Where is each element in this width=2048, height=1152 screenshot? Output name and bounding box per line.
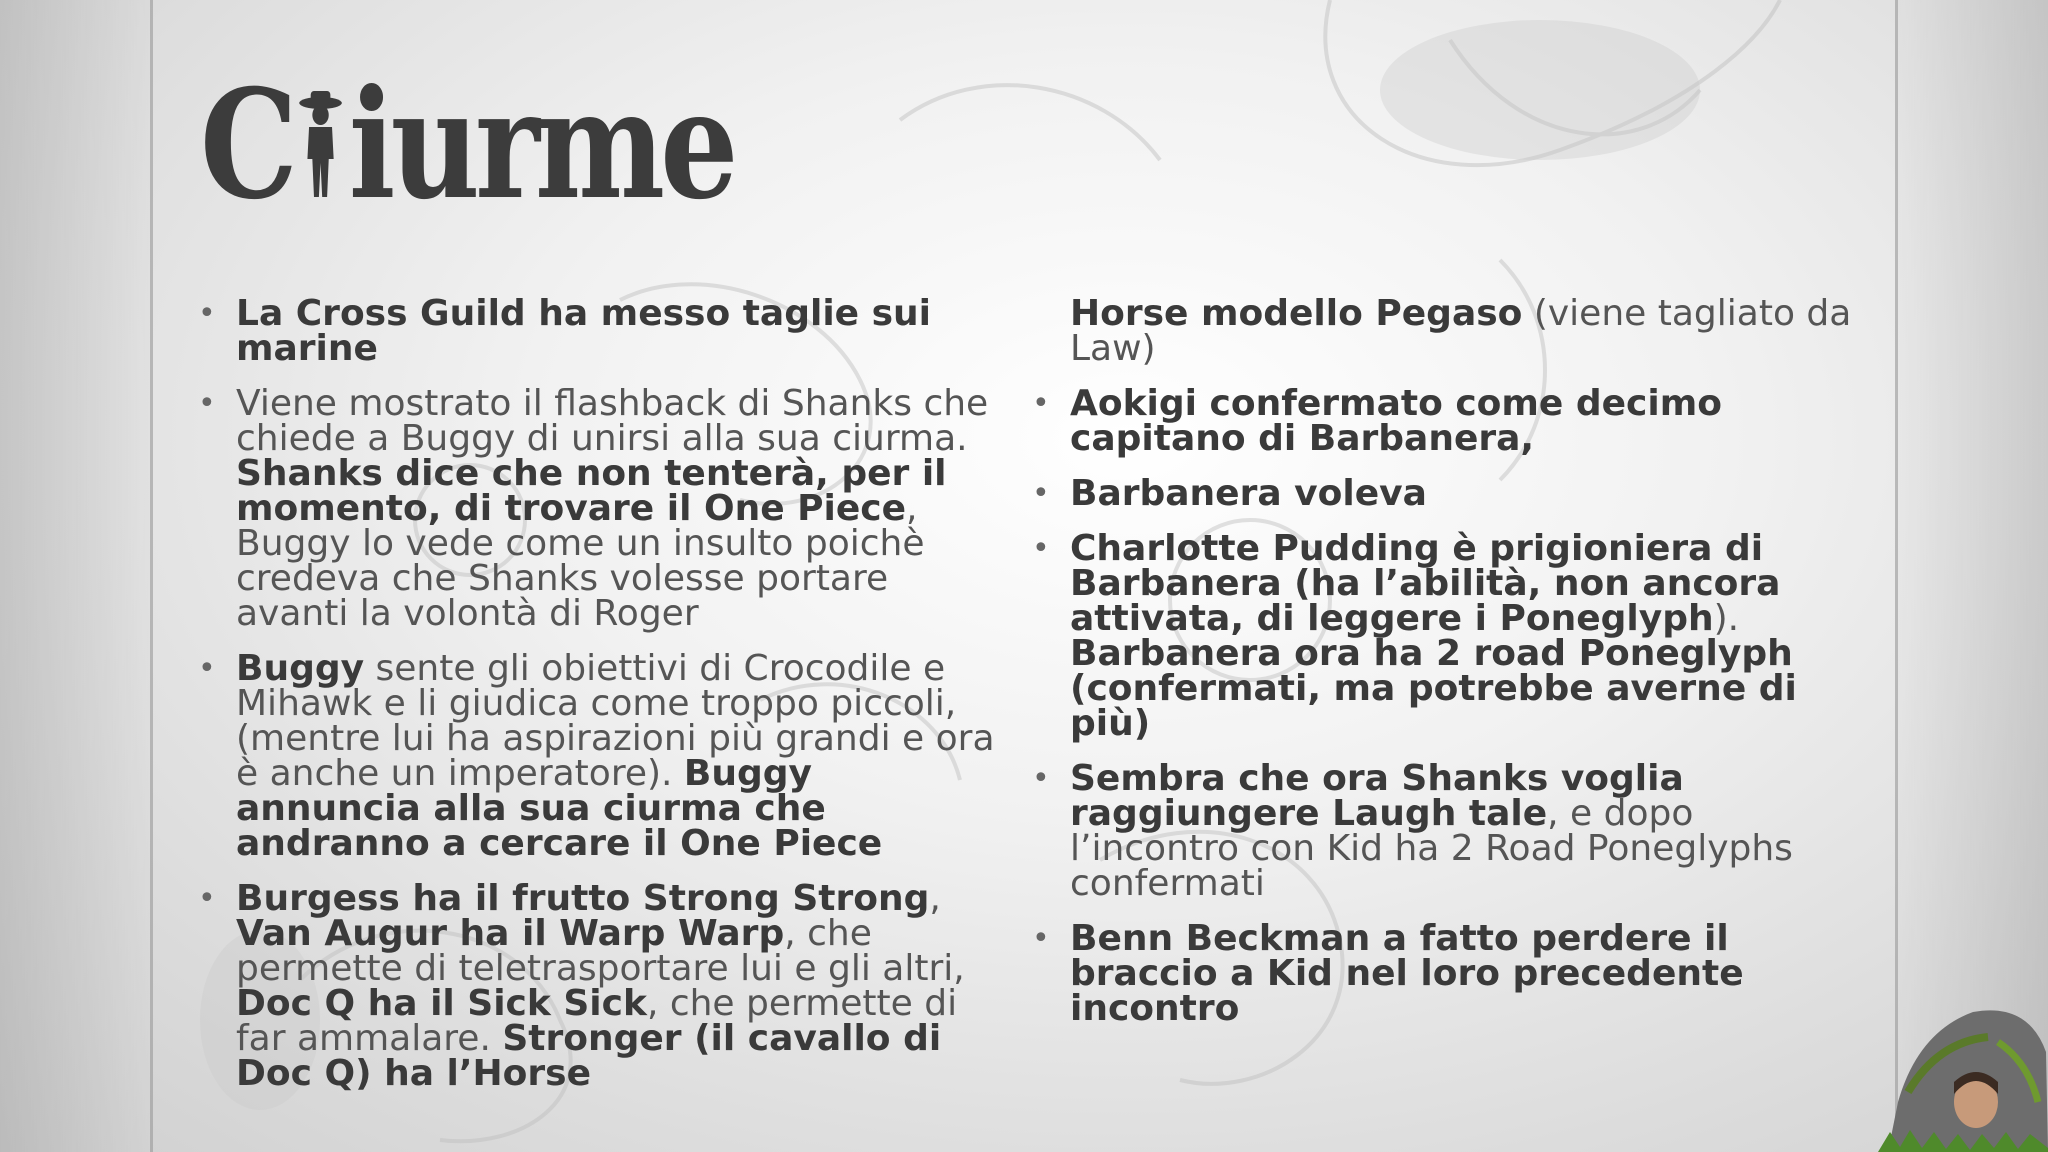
right-bullet-column bbox=[1030, 293, 1860, 1046]
bullet-item bbox=[196, 878, 1008, 1094]
text: , che permette di far ammalare. bbox=[236, 983, 958, 1059]
bullet-item bbox=[196, 293, 1008, 369]
bold-text: Benn Beckman a fatto perdere il braccio a Kid nel loro precedente incontro bbox=[1070, 918, 1744, 1029]
text: sente gli obiettivi di Crocodile e Mihawk e li giudica come troppo piccoli, (mentre lui ha aspirazioni più grandi e ora è anche un imperatore). bbox=[236, 648, 995, 794]
title-lead-letter: C bbox=[200, 57, 293, 233]
bold-text: Burgess ha il frutto Strong Strong bbox=[236, 878, 930, 919]
bold-text: Aokigi confermato come decimo capitano di Barbanera, bbox=[1070, 383, 1722, 459]
text: , e dopo l’incontro con Kid ha 2 Road Poneglyphs confermati bbox=[1070, 793, 1793, 904]
bullet-item bbox=[1030, 528, 1860, 744]
bullet-item bbox=[1030, 918, 1860, 1029]
pirate-silhouette-icon bbox=[293, 89, 349, 201]
text: , che permette di teletrasportare lui e gli altri, bbox=[236, 913, 965, 989]
text: ). bbox=[1713, 598, 1740, 639]
bold-text: Shanks dice che non tenterà, per il momento, di trovare il One Piece bbox=[236, 453, 947, 529]
text: (viene tagliato da Law) bbox=[1070, 293, 1852, 369]
left-vertical-banner bbox=[0, 0, 153, 1152]
bold-text: Stronger (il cavallo di Doc Q) ha l’Horse bbox=[236, 1018, 942, 1094]
bullet-item bbox=[1030, 473, 1860, 514]
bullet-item bbox=[196, 648, 1008, 864]
text: , bbox=[929, 878, 941, 919]
bold-text: Doc Q ha il Sick Sick bbox=[236, 983, 647, 1024]
bold-text: Sembra che ora Shanks voglia raggiungere Laugh tale bbox=[1070, 758, 1684, 834]
bold-text: Buggy bbox=[236, 648, 365, 689]
presenter-avatar-rock bbox=[1878, 982, 2048, 1152]
bold-text: La Cross Guild ha messo taglie sui marine bbox=[236, 293, 932, 369]
left-bullet-column bbox=[196, 293, 1008, 1111]
bold-text: Barbanera voleva bbox=[1070, 473, 1427, 514]
bold-text: Horse modello Pegaso bbox=[1070, 293, 1523, 334]
bullet-item bbox=[196, 383, 1008, 634]
right-vertical-banner bbox=[1895, 0, 2048, 1152]
slide-title bbox=[200, 57, 734, 233]
bold-text: Buggy annuncia alla sua ciurma che andranno a cercare il One Piece bbox=[236, 753, 883, 864]
bold-text: Van Augur ha il Warp Warp bbox=[236, 913, 785, 954]
bullet-continuation bbox=[1030, 293, 1860, 369]
text: Viene mostrato il flashback di Shanks che chiede a Buggy di unirsi alla sua ciurma. bbox=[236, 383, 989, 459]
bold-text: Charlotte Pudding è prigioniera di Barbanera (ha l’abilità, non ancora attivata, di leggere i Poneglyph bbox=[1070, 528, 1781, 639]
title-rest: iurme bbox=[348, 57, 734, 233]
text: , Buggy lo vede come un insulto poichè credeva che Shanks volesse portare avanti la volontà di Roger bbox=[236, 488, 925, 634]
bold-text: Barbanera ora ha 2 road Poneglyph (confermati, ma potrebbe averne di più) bbox=[1070, 633, 1797, 744]
bullet-item bbox=[1030, 758, 1860, 904]
bullet-item bbox=[1030, 383, 1860, 459]
